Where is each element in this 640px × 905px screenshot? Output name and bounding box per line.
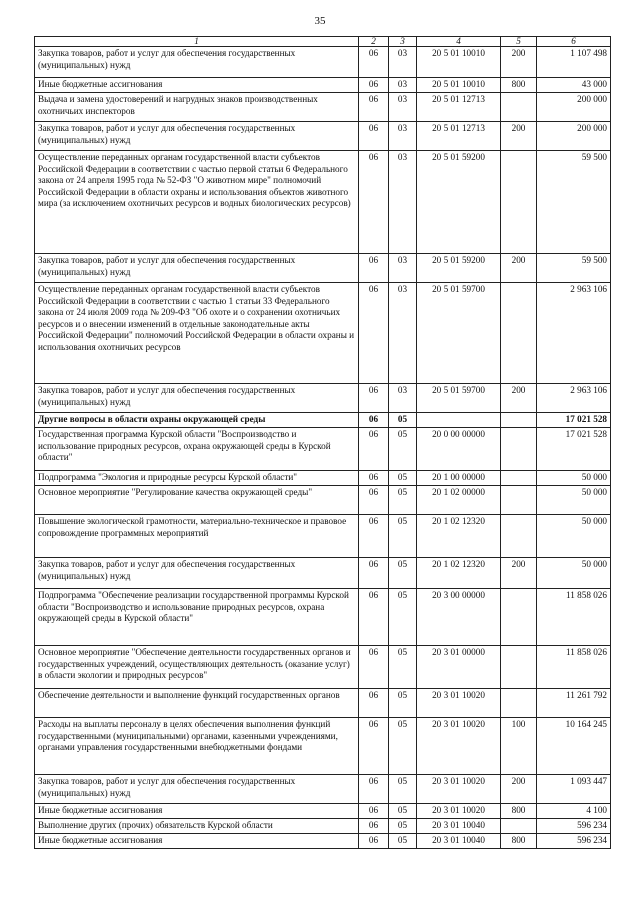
- expense-name-cell: Закупка товаров, работ и услуг для обеспечения государственных (муниципальных) нужд: [35, 558, 359, 589]
- table-row: [35, 93, 611, 122]
- expense-name-cell: Подпрограмма "Обеспечение реализации государственной программы Курской области "Воспроизводство и использование природных ресурсов, охрана окружающей среды в Курской области": [35, 589, 359, 646]
- table-row: [35, 428, 611, 471]
- section-code-cell: 06: [359, 78, 389, 93]
- amount-cell: 11 858 026: [537, 589, 611, 646]
- amount-cell: 59 500: [537, 254, 611, 283]
- expense-type-cell: [501, 589, 537, 646]
- amount-cell: 50 000: [537, 471, 611, 486]
- header-row: [35, 37, 611, 47]
- section-code-cell: 06: [359, 819, 389, 834]
- section-code-cell: 06: [359, 283, 389, 384]
- target-article-cell: 20 3 01 10020: [417, 689, 501, 718]
- subsection-code-cell: 05: [389, 689, 417, 718]
- amount-cell: 11 261 792: [537, 689, 611, 718]
- expense-name-cell: Выполнение других (прочих) обязательств Курской области: [35, 819, 359, 834]
- target-article-cell: [417, 413, 501, 428]
- expense-type-cell: 200: [501, 122, 537, 151]
- section-code-cell: 06: [359, 834, 389, 849]
- table-row: [35, 384, 611, 413]
- header-cell: 2: [359, 37, 389, 47]
- table-row: [35, 78, 611, 93]
- subsection-code-cell: 05: [389, 589, 417, 646]
- subsection-code-cell: 05: [389, 413, 417, 428]
- target-article-cell: 20 5 01 59700: [417, 384, 501, 413]
- target-article-cell: 20 1 00 00000: [417, 471, 501, 486]
- amount-cell: 596 234: [537, 834, 611, 849]
- expense-type-cell: 800: [501, 804, 537, 819]
- subsection-code-cell: 05: [389, 718, 417, 775]
- target-article-cell: 20 1 02 00000: [417, 486, 501, 515]
- expense-type-cell: [501, 486, 537, 515]
- expense-name-cell: Повышение экологической грамотности, материально-техническое и правовое сопровождение программных мероприятий: [35, 515, 359, 558]
- table-row: [35, 486, 611, 515]
- table-row: [35, 689, 611, 718]
- expense-name-cell: Государственная программа Курской области "Воспроизводство и использование природных ресурсов, охрана окружающей среды в Курской области": [35, 428, 359, 471]
- amount-cell: 17 021 528: [537, 413, 611, 428]
- expense-name-cell: Осуществление переданных органам государственной власти субъектов Российской Федерации в соответствии с частью 1 статьи 33 Федерального закона от 24 июля 2009 года № 209-ФЗ "Об охоте и о сохранении охотничьих ресурсов и о внесении изменений в отдельные законодательные акты Российской Федерации" полномочий Российской Федерации в области охраны и использования охотничьих ресурсов: [35, 283, 359, 384]
- expense-name-cell: Иные бюджетные ассигнования: [35, 804, 359, 819]
- section-code-cell: 06: [359, 718, 389, 775]
- target-article-cell: 20 5 01 59200: [417, 254, 501, 283]
- target-article-cell: 20 3 01 10020: [417, 718, 501, 775]
- section-code-cell: 06: [359, 558, 389, 589]
- section-code-cell: 06: [359, 254, 389, 283]
- table-row: [35, 413, 611, 428]
- target-article-cell: 20 5 01 12713: [417, 93, 501, 122]
- budget-table: [34, 36, 611, 849]
- section-code-cell: 06: [359, 384, 389, 413]
- target-article-cell: 20 5 01 10010: [417, 47, 501, 78]
- amount-cell: 1 107 498: [537, 47, 611, 78]
- expense-name-cell: Закупка товаров, работ и услуг для обеспечения государственных (муниципальных) нужд: [35, 47, 359, 78]
- section-code-cell: 06: [359, 413, 389, 428]
- amount-cell: 596 234: [537, 819, 611, 834]
- amount-cell: 200 000: [537, 93, 611, 122]
- expense-name-cell: Закупка товаров, работ и услуг для обеспечения государственных (муниципальных) нужд: [35, 122, 359, 151]
- target-article-cell: 20 3 01 10040: [417, 834, 501, 849]
- target-article-cell: 20 3 01 10040: [417, 819, 501, 834]
- expense-type-cell: [501, 428, 537, 471]
- expense-type-cell: [501, 151, 537, 254]
- page-number: 35: [314, 15, 326, 27]
- expense-type-cell: [501, 93, 537, 122]
- table-row: [35, 646, 611, 689]
- expense-type-cell: 800: [501, 78, 537, 93]
- table-row: [35, 471, 611, 486]
- section-code-cell: 06: [359, 689, 389, 718]
- target-article-cell: 20 5 01 10010: [417, 78, 501, 93]
- header-cell: 5: [501, 37, 537, 47]
- subsection-code-cell: 03: [389, 78, 417, 93]
- section-code-cell: 06: [359, 122, 389, 151]
- subsection-code-cell: 03: [389, 47, 417, 78]
- expense-type-cell: 200: [501, 558, 537, 589]
- expense-name-cell: Закупка товаров, работ и услуг для обеспечения государственных (муниципальных) нужд: [35, 254, 359, 283]
- amount-cell: 43 000: [537, 78, 611, 93]
- expense-type-cell: [501, 515, 537, 558]
- expense-name-cell: Закупка товаров, работ и услуг для обеспечения государственных (муниципальных) нужд: [35, 384, 359, 413]
- expense-type-cell: [501, 819, 537, 834]
- amount-cell: 50 000: [537, 515, 611, 558]
- header-cell: 6: [537, 37, 611, 47]
- subsection-code-cell: 03: [389, 283, 417, 384]
- expense-name-cell: Подпрограмма "Экология и природные ресурсы Курской области": [35, 471, 359, 486]
- subsection-code-cell: 05: [389, 471, 417, 486]
- expense-type-cell: [501, 646, 537, 689]
- subsection-code-cell: 03: [389, 122, 417, 151]
- section-code-cell: 06: [359, 428, 389, 471]
- header-cell: 1: [35, 37, 359, 47]
- section-code-cell: 06: [359, 486, 389, 515]
- target-article-cell: 20 3 01 10020: [417, 804, 501, 819]
- amount-cell: 2 963 106: [537, 384, 611, 413]
- table-row: [35, 718, 611, 775]
- amount-cell: 50 000: [537, 486, 611, 515]
- subsection-code-cell: 05: [389, 515, 417, 558]
- target-article-cell: 20 1 02 12320: [417, 515, 501, 558]
- table-row: [35, 283, 611, 384]
- table-row: [35, 819, 611, 834]
- subsection-code-cell: 05: [389, 834, 417, 849]
- expense-name-cell: Иные бюджетные ассигнования: [35, 834, 359, 849]
- expense-type-cell: [501, 471, 537, 486]
- table-row: [35, 122, 611, 151]
- amount-cell: 10 164 245: [537, 718, 611, 775]
- expense-name-cell: Осуществление переданных органам государственной власти субъектов Российской Федерации в соответствии с частью первой статьи 6 Федерального закона от 24 апреля 1995 года № 52-ФЗ "О животном мире" полномочий Российской Федерации в области охраны и использования объектов животного мира (за исключением охотничьих ресурсов и водных биологических ресурсов): [35, 151, 359, 254]
- target-article-cell: 20 5 01 59700: [417, 283, 501, 384]
- table-row: [35, 589, 611, 646]
- table-row: [35, 47, 611, 78]
- subsection-code-cell: 05: [389, 804, 417, 819]
- subsection-code-cell: 03: [389, 254, 417, 283]
- subsection-code-cell: 05: [389, 819, 417, 834]
- section-code-cell: 06: [359, 471, 389, 486]
- table-row: [35, 804, 611, 819]
- subsection-code-cell: 03: [389, 384, 417, 413]
- header-cell: 3: [389, 37, 417, 47]
- section-code-cell: 06: [359, 775, 389, 804]
- amount-cell: 2 963 106: [537, 283, 611, 384]
- subsection-code-cell: 05: [389, 558, 417, 589]
- target-article-cell: 20 3 01 00000: [417, 646, 501, 689]
- table-row: [35, 775, 611, 804]
- amount-cell: 59 500: [537, 151, 611, 254]
- expense-type-cell: 200: [501, 775, 537, 804]
- expense-type-cell: 200: [501, 384, 537, 413]
- expense-name-cell: Расходы на выплаты персоналу в целях обеспечения выполнения функций государственными (муниципальными) органами, казенными учреждениями, органами управления государственными внебюджетными фондами: [35, 718, 359, 775]
- expense-name-cell: Основное мероприятие "Регулирование качества окружающей среды": [35, 486, 359, 515]
- table-row: [35, 558, 611, 589]
- amount-cell: 200 000: [537, 122, 611, 151]
- expense-name-cell: Закупка товаров, работ и услуг для обеспечения государственных (муниципальных) нужд: [35, 775, 359, 804]
- section-code-cell: 06: [359, 47, 389, 78]
- target-article-cell: 20 3 01 10020: [417, 775, 501, 804]
- table-body: [35, 47, 611, 849]
- amount-cell: 17 021 528: [537, 428, 611, 471]
- table-row: [35, 515, 611, 558]
- table-row: [35, 834, 611, 849]
- expense-type-cell: 200: [501, 254, 537, 283]
- target-article-cell: 20 0 00 00000: [417, 428, 501, 471]
- expense-name-cell: Основное мероприятие "Обеспечение деятельности государственных органов и государственных учреждений, осуществляющих деятельность (оказание услуг) в области экологии и природных ресурсов": [35, 646, 359, 689]
- subsection-code-cell: 03: [389, 93, 417, 122]
- section-code-cell: 06: [359, 804, 389, 819]
- section-code-cell: 06: [359, 646, 389, 689]
- section-code-cell: 06: [359, 515, 389, 558]
- expense-name-cell: Выдача и замена удостоверений и нагрудных знаков производственных охотничьих инспекторов: [35, 93, 359, 122]
- expense-name-cell: Иные бюджетные ассигнования: [35, 78, 359, 93]
- amount-cell: 50 000: [537, 558, 611, 589]
- target-article-cell: 20 1 02 12320: [417, 558, 501, 589]
- header-cell: 4: [417, 37, 501, 47]
- table-row: [35, 254, 611, 283]
- target-article-cell: 20 3 00 00000: [417, 589, 501, 646]
- section-code-cell: 06: [359, 151, 389, 254]
- expense-type-cell: 800: [501, 834, 537, 849]
- expense-type-cell: [501, 283, 537, 384]
- section-code-cell: 06: [359, 93, 389, 122]
- expense-type-cell: [501, 689, 537, 718]
- subsection-code-cell: 05: [389, 486, 417, 515]
- subsection-code-cell: 05: [389, 646, 417, 689]
- target-article-cell: 20 5 01 59200: [417, 151, 501, 254]
- subsection-code-cell: 03: [389, 151, 417, 254]
- expense-type-cell: [501, 413, 537, 428]
- subsection-code-cell: 05: [389, 428, 417, 471]
- target-article-cell: 20 5 01 12713: [417, 122, 501, 151]
- section-code-cell: 06: [359, 589, 389, 646]
- expense-name-cell: Другие вопросы в области охраны окружающей среды: [35, 413, 359, 428]
- amount-cell: 11 858 026: [537, 646, 611, 689]
- expense-type-cell: 100: [501, 718, 537, 775]
- subsection-code-cell: 05: [389, 775, 417, 804]
- expense-type-cell: 200: [501, 47, 537, 78]
- amount-cell: 1 093 447: [537, 775, 611, 804]
- amount-cell: 4 100: [537, 804, 611, 819]
- expense-name-cell: Обеспечение деятельности и выполнение функций государственных органов: [35, 689, 359, 718]
- table-row: [35, 151, 611, 254]
